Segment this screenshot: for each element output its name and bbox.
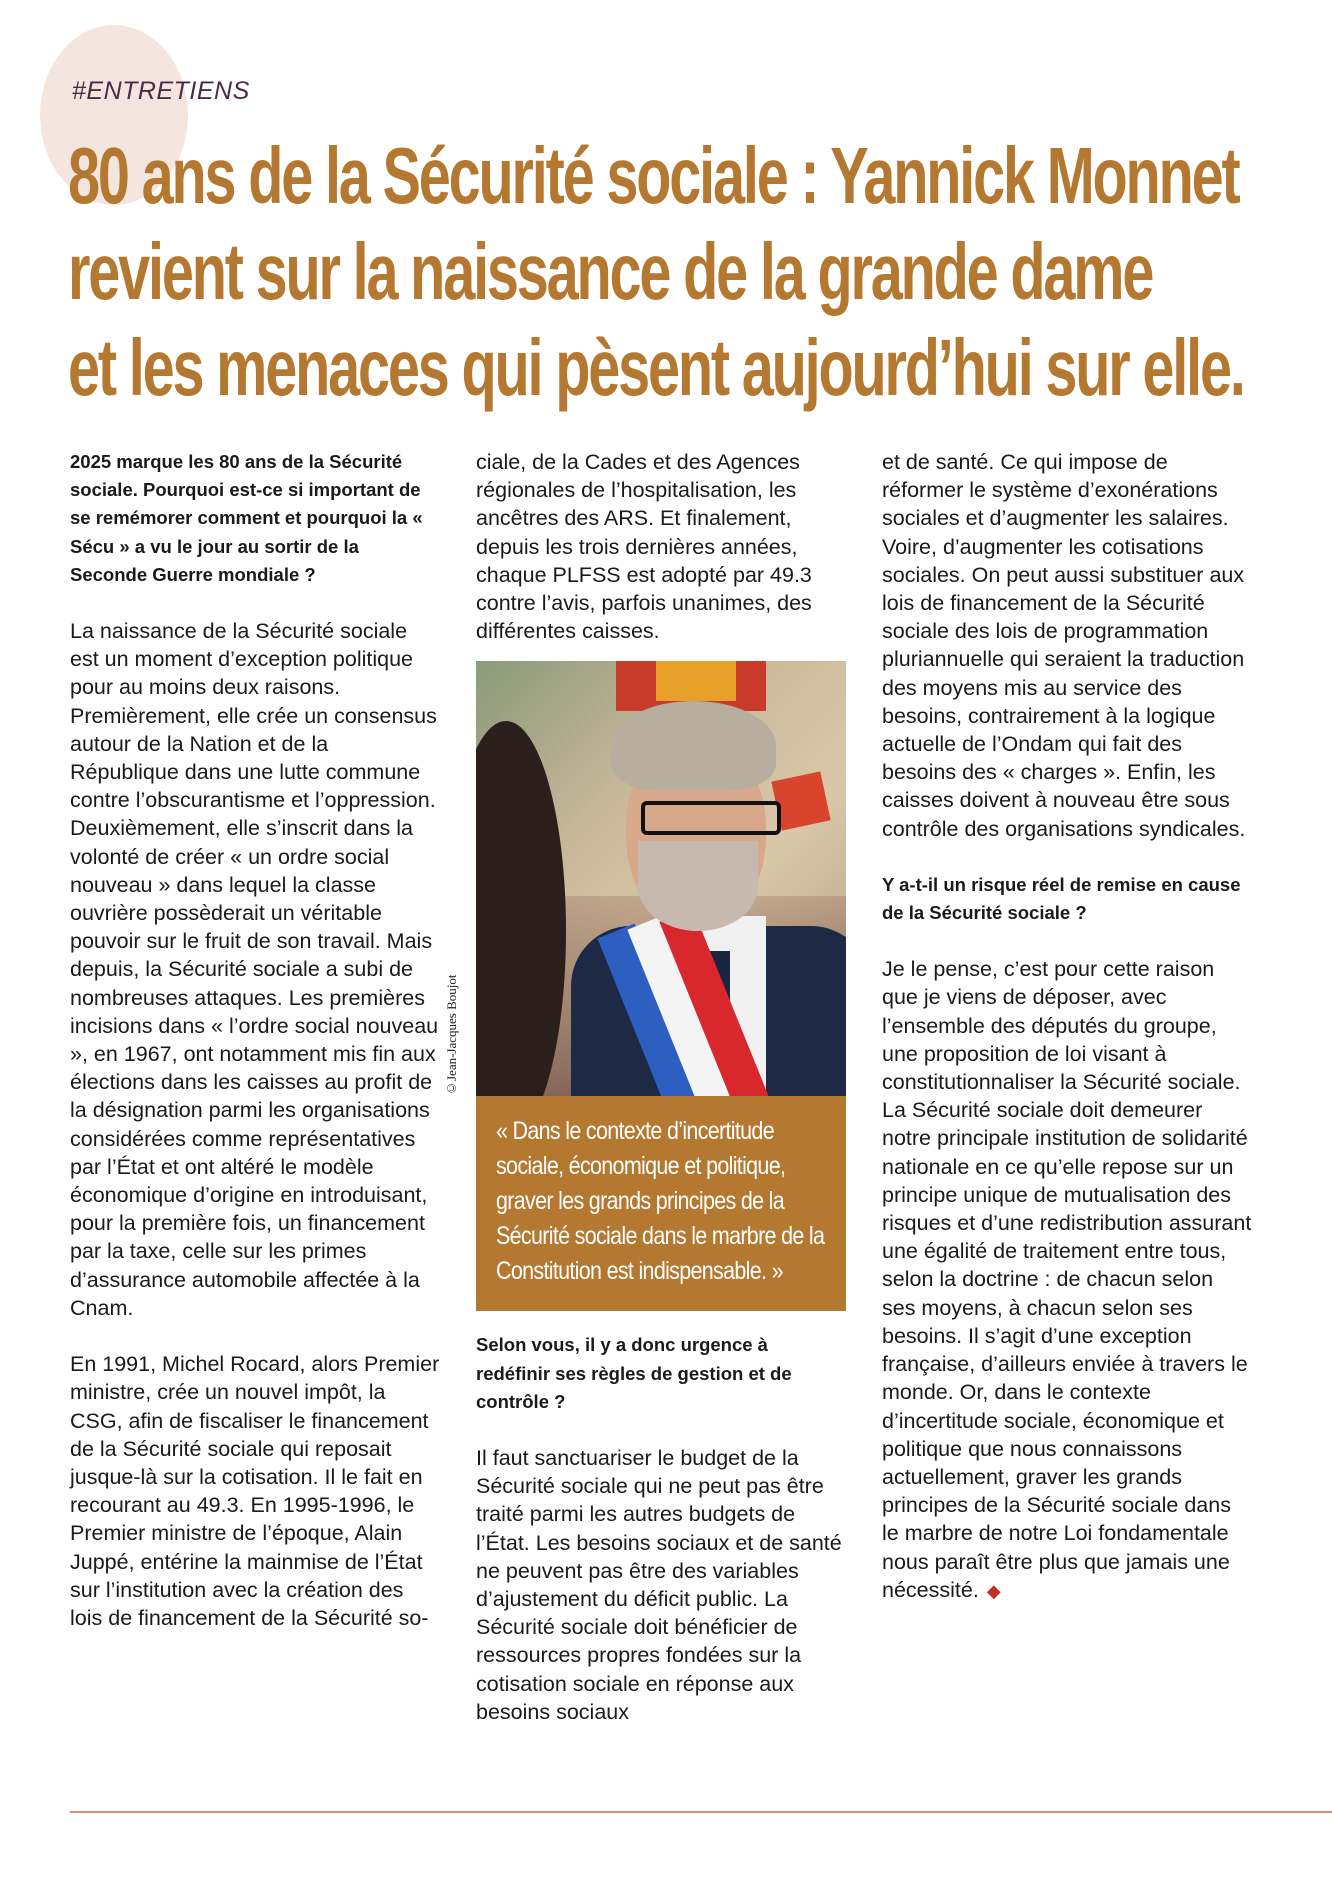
answer-3-text: Je le pense, c’est pour cette raison que je viens de déposer, avec l’ensemble des députés du groupe, une proposition de loi visant à constitutionnaliser la Sécurité sociale. La Sécurité sociale doit demeurer notre principale institution de solidarité nationale en ce qu’elle repose sur un principe unique de mutualisation des risques et d’une redistribution assurant une égalité de traitement entre tous, selon la doctrine : de chacun selon ses moyens, à chacun selon ses besoins. Il s’agit d’une exception française, d’ailleurs enviée à travers le monde. Or, dans le contexte d’incertitude sociale, économique et politique que nous connaissons actuellement, graver les grands principes de la Sécurité sociale dans le marbre de notre Loi fondamentale nous paraît être plus que jamais une nécessité.	[882, 957, 1252, 1602]
title-line-3: et les menaces qui pèsent aujourd’hui sur elle.	[68, 323, 1244, 412]
section-tag: #ENTRETIENS	[72, 77, 250, 105]
interview-question-2: Selon vous, il y a donc urgence à redéfinir ses règles de gestion et de contrôle ?	[476, 1334, 792, 1412]
photo-glasses	[641, 801, 781, 835]
pull-quote-text: « Dans le contexte d’incertitude sociale, économique et politique, graver les grands principes de la Sécurité sociale dans le marbre de la Constitution est indispensable. »	[496, 1117, 825, 1286]
column-1	[70, 448, 440, 1660]
pull-quote	[476, 1096, 846, 1311]
answer-1-continued: ciale, de la Cades et des Agences régionales de l’hospitalisation, les ancêtres des ARS. Et finalement, depuis les trois dernières années, chaque PLFSS est adopté par 49.3 contre l’avis, parfois unanimes, des différentes caisses.	[476, 450, 812, 644]
column-3	[882, 448, 1252, 1633]
photo-hair	[611, 701, 776, 791]
photo-beard	[638, 841, 758, 931]
footer-rule	[70, 1811, 1332, 1813]
answer-2-paragraph-1: Il faut sanctuariser le budget de la Sécurité sociale qui ne peut pas être traité parmi les autres budgets de l’État. Les besoins sociaux et de santé ne peuvent pas être des variables d’ajustement du déficit public. La Sécurité sociale doit bénéficier de ressources propres fondées sur la cotisation sociale en réponse aux besoins sociaux	[476, 1446, 842, 1724]
photo-banner-yellow	[656, 661, 736, 701]
photo-credit: ©Jean-Jacques Boujot	[444, 974, 459, 1097]
answer-1-paragraph-2: En 1991, Michel Rocard, alors Premier ministre, crée un nouvel impôt, la CSG, afin de fiscaliser le financement de la Sécurité sociale qui reposait jusque-là sur la cotisation. Il le fait en recourant au 49.3. En 1995-1996, le Premier ministre de l’époque, Alain Juppé, entérine la mainmise de l’État sur l’institution avec la création des lois de financement de la Sécurité so-	[70, 1352, 440, 1630]
portrait-photo	[476, 661, 846, 1096]
title-line-2: revient sur la naissance de la grande dame	[68, 227, 1153, 316]
end-diamond-icon: ◆	[986, 1580, 1001, 1601]
answer-3	[882, 955, 1252, 1605]
interview-question-3: Y a-t-il un risque réel de remise en cause de la Sécurité sociale ?	[882, 873, 1241, 924]
answer-1-paragraph-1: La naissance de la Sécurité sociale est un moment d’exception politique pour au moins deux raisons. Premièrement, elle crée un consensus autour de la Nation et de la République dans une lutte commune contre l’obscurantisme et l’oppression. Deuxièmement, elle s’inscrit dans la volonté de créer « un ordre social nouveau » dans lequel la classe ouvrière possèderait un véritable pouvoir sur le fruit de son travail. Mais depuis, la Sécurité sociale a subi de nombreuses attaques. Les premières incisions dans « l’ordre social nouveau », en 1967, ont notamment mis fin aux élections dans les caisses au profit de la désignation parmi les organisations considérées comme représentatives par l’État et ont altéré le modèle économique d’origine en introduisant, pour la première fois, un financement par la taxe, celle sur les primes d’assurance automobile affectée à la Cnam.	[70, 619, 439, 1320]
interview-question-1: 2025 marque les 80 ans de la Sécurité sociale. Pourquoi est-ce si important de se remémorer comment et pourquoi la « Sécu » a vu le jour au sortir de la Seconde Guerre mondiale ?	[70, 451, 423, 585]
column-2	[444, 448, 846, 1754]
photo-foreground-head	[476, 721, 566, 1096]
answer-2-continued: et de santé. Ce qui impose de réformer le système d’exonérations sociales et d’augmenter les salaires. Voire, d’augmenter les cotisations sociales. On peut aussi substituer aux lois de financement de la Sécurité sociale des lois de programmation pluriannuelle qui seraient la traduction des moyens mis au service des besoins, contrairement à la logique actuelle de l’Ondam qui fait des besoins des « charges ». Enfin, les caisses doivent à nouveau être sous contrôle des organisations syndicales.	[882, 450, 1246, 841]
title-line-1: 80 ans de la Sécurité sociale : Yannick Monnet	[68, 131, 1239, 220]
article-title	[68, 128, 1244, 416]
